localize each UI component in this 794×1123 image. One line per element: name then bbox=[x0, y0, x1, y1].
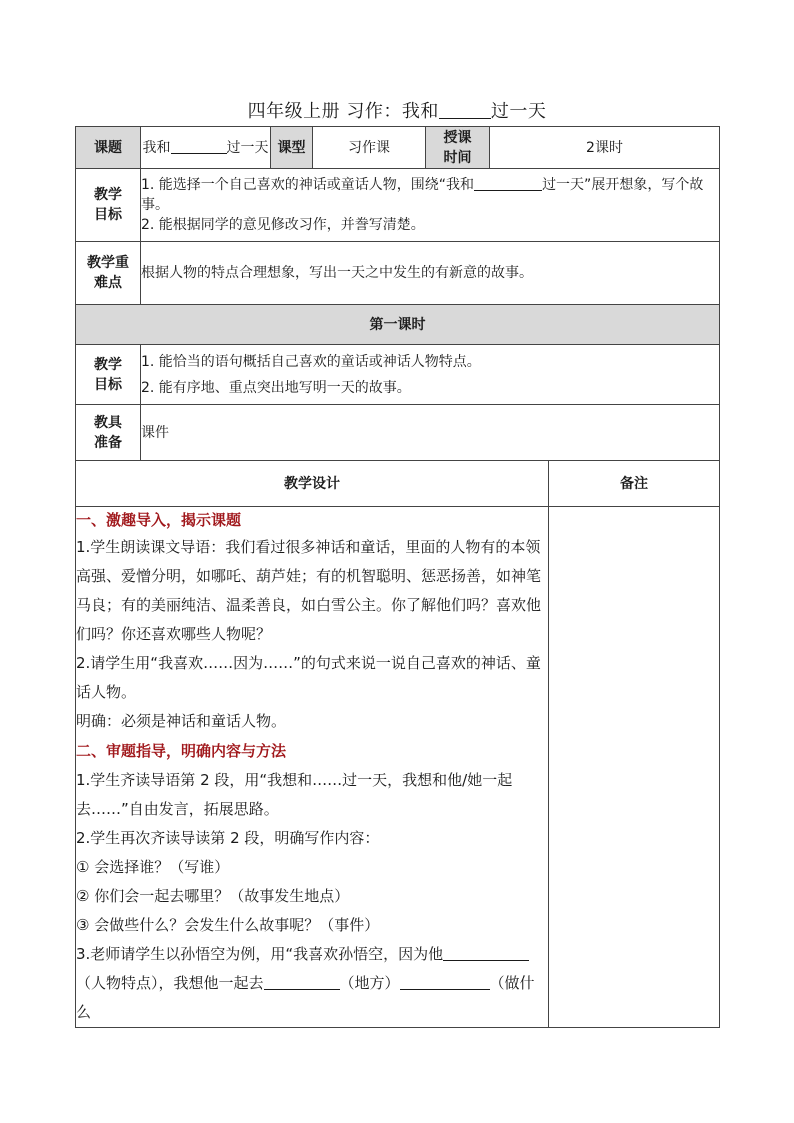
topic-value: 我和 过一天 bbox=[141, 127, 271, 169]
type-value: 习作课 bbox=[313, 127, 426, 169]
design-header: 教学设计 bbox=[76, 461, 549, 507]
lesson-one-objectives-content bbox=[141, 345, 720, 405]
paragraph-2: 2.请学生用“我喜欢……因为……”的句式来说一说自己喜欢的神话、童话人物。 bbox=[76, 654, 541, 701]
page-title: 四年级上册 习作：我和 过一天 bbox=[247, 101, 547, 122]
header-row bbox=[76, 127, 720, 169]
lesson-one-objectives-label: 教学目标 bbox=[76, 345, 141, 405]
lesson-one-header: 第一课时 bbox=[76, 305, 720, 345]
lesson-one-header-row bbox=[76, 305, 720, 345]
objectives-row bbox=[76, 169, 720, 242]
key-points-content: 根据人物的特点合理想象，写出一天之中发生的有新意的故事。 bbox=[141, 242, 720, 305]
objective-1: 1. 能选择一个自己喜欢的神话或童话人物，围绕“我和 过一天”展开想象，写个故事。 bbox=[141, 177, 704, 213]
tools-value: 课件 bbox=[141, 405, 720, 461]
fill-blank-3 bbox=[400, 974, 490, 990]
lesson-one-objective-1: 1. 能恰当的语句概括自己喜欢的童话或神话人物特点。 bbox=[141, 353, 481, 370]
fill-blank-2 bbox=[264, 974, 340, 990]
section-2-heading: 二、审题指导，明确内容与方法 bbox=[76, 742, 287, 760]
lesson-plan-table bbox=[75, 126, 720, 1028]
objective-blank bbox=[474, 175, 542, 191]
lesson-one-objective-2: 2. 能有序地、重点突出地写明一天的故事。 bbox=[141, 379, 411, 396]
tools-row bbox=[76, 405, 720, 461]
design-body-row bbox=[76, 507, 720, 1028]
objectives-content bbox=[141, 169, 720, 242]
key-points-label: 教学重难点 bbox=[76, 242, 141, 305]
time-value: 2课时 bbox=[490, 127, 720, 169]
objective-2: 2. 能根据同学的意见修改习作，并誊写清楚。 bbox=[141, 217, 425, 233]
design-header-row bbox=[76, 461, 720, 507]
time-label: 授课时间 bbox=[426, 127, 490, 169]
step-1: ① 会选择谁？（写谁） bbox=[76, 858, 230, 876]
section-1-heading: 一、激趣导入，揭示课题 bbox=[76, 511, 242, 529]
paragraph-6: 3.老师请学生以孙悟空为例，用“我喜欢孙悟空，因为他（人物特点），我想他一起去 （地方） （做什么 bbox=[76, 945, 535, 1021]
remark-header: 备注 bbox=[549, 461, 720, 507]
objectives-label: 教学目标 bbox=[76, 169, 141, 242]
tools-label: 教具准备 bbox=[76, 405, 141, 461]
paragraph-1: 1.学生朗读课文导语：我们看过很多神话和童话，里面的人物有的本领高强、爱憎分明，如哪吒、葫芦娃；有的机智聪明、惩恶扬善，如神笔马良；有的美丽纯洁、温柔善良，如白雪公主。你了解他们吗？喜欢他们吗？你还喜欢哪些人物呢？ bbox=[76, 538, 542, 643]
remark-content bbox=[549, 507, 720, 1028]
type-label: 课型 bbox=[271, 127, 313, 169]
design-content bbox=[76, 507, 549, 1028]
topic-blank bbox=[171, 138, 227, 154]
paragraph-5: 2.学生再次齐读导读第 2 段，明确写作内容： bbox=[76, 829, 380, 847]
step-2: ② 你们会一起去哪里？（故事发生地点） bbox=[76, 887, 350, 905]
paragraph-4: 1.学生齐读导语第 2 段，用“我想和……过一天，我想和他/她一起去……”自由发言，拓展思路。 bbox=[76, 771, 513, 818]
paragraph-3: 明确：必须是神话和童话人物。 bbox=[76, 712, 287, 730]
topic-label: 课题 bbox=[76, 127, 141, 169]
key-points-row bbox=[76, 242, 720, 305]
lesson-one-objectives-row bbox=[76, 345, 720, 405]
step-3: ③ 会做些什么？会发生什么故事呢？（事件） bbox=[76, 916, 380, 934]
title-blank bbox=[439, 100, 491, 119]
fill-blank-1 bbox=[443, 945, 529, 961]
